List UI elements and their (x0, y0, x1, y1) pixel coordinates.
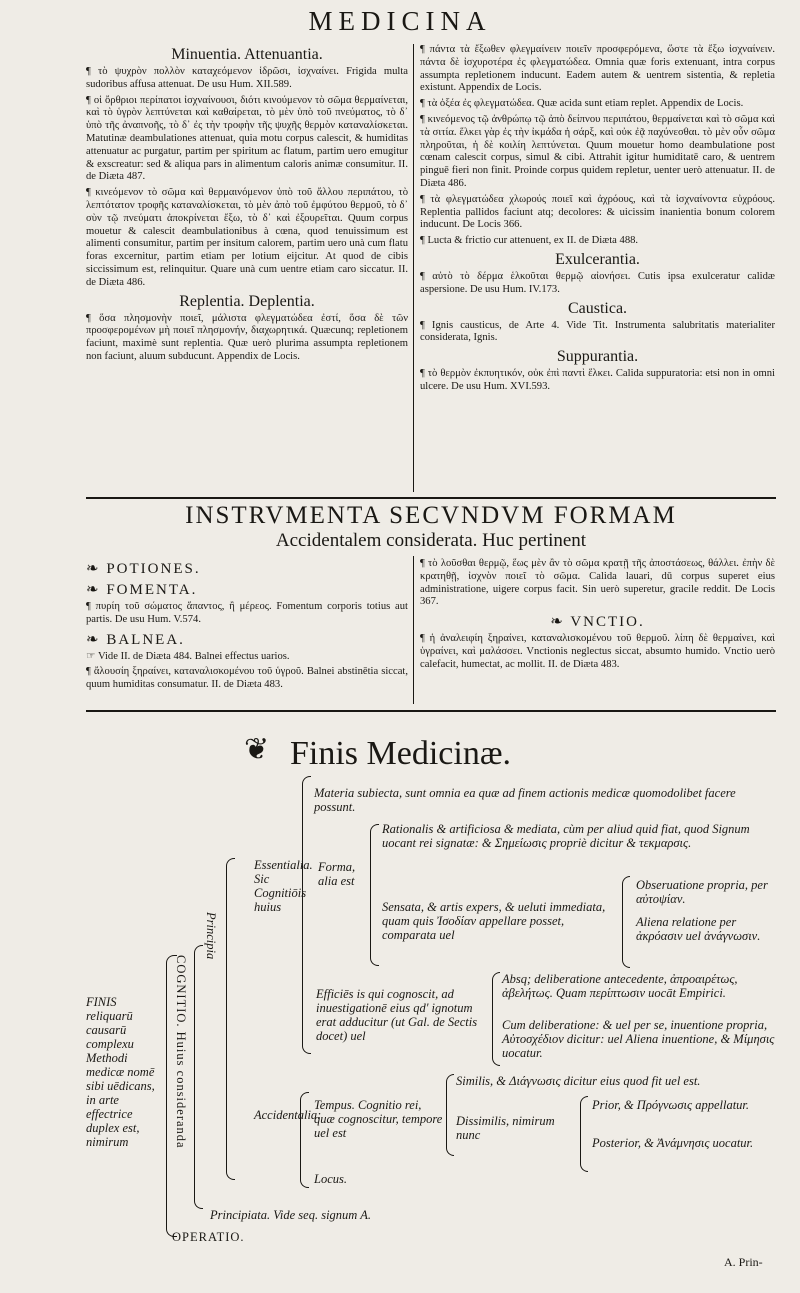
brace (446, 1074, 454, 1156)
posterior-label: Posterior, & Ἀνάμνησις uocatur. (592, 1136, 754, 1150)
fleuron-icon: ❧ (86, 561, 107, 577)
efficiens-label: Efficiēs is qui cognoscit, ad inuestigationē eius qd' ignotum erat adducitur (ut Gal. de Sectis docet) uel (316, 987, 478, 1043)
prior-label: Prior, & Πρόγνωσις appellatur. (592, 1098, 750, 1112)
root-label: FINIS reliquarū causarū complexu Methodi medicæ nomē sibi uēdicans, in arte effectrice duplex est, nimirum (86, 995, 155, 1149)
similis-label: Similis, & Διάγνωσις dicitur eius quod fit uel est. (456, 1074, 701, 1088)
sensata-label: Sensata, & artis expers, & ueluti immediata, quam quis Ἰσοδίαν appellare posset, comparata uel (382, 900, 606, 942)
accidentalia-label: Accidentalia: (254, 1108, 322, 1122)
fleuron-icon: ❧ (550, 614, 571, 631)
section-heading: ❧ BALNEA. (86, 631, 185, 648)
cum-label: Cum deliberatione: & uel per se, inuentione propria, Αὐτοσχέδιον dicitur: uel Aliena inuentione, & Μίμησις uocatur. (502, 1018, 775, 1060)
section-heading: Caustica. (567, 299, 628, 317)
principia-label: Principia (204, 912, 218, 960)
paragraph: ☞ Vide II. de Diæta 484. Balnei effectus uarios. (86, 650, 290, 662)
paragraph: ¶ Lucta & frictio cur attenuent, ex II. de Diæta 488. (420, 235, 639, 247)
dissimilis-label: Dissimilis, nimirum nunc (456, 1114, 555, 1142)
paragraph: ¶ πάντα τὰ ἔξωθεν φλεγμαίνειν ποιεῖν προσφερόμενα, ὥστε τὰ ἔξω ἰσχναίνειν. πάντα δὲ ἰσχυροτέρα ἐς φλεγματώδεα. Omnia quæ foris extenuant, intra corpus assumpta repletionem inducunt. Eadem autem & uentrem sistentia, & repletia existunt. Appendix de Locis. (420, 44, 775, 94)
fleuron-icon: ❧ (86, 582, 107, 598)
brace (300, 1092, 309, 1188)
section-heading: ❧ POTIONES. (86, 561, 201, 577)
brace (492, 972, 500, 1066)
running-head: MEDICINA (308, 6, 492, 36)
paragraph: ¶ ἄλουσίη ξηραίνει, καταναλισκομένου τοῦ ὑγροῦ. Balnei abstinētia siccat, quum humiditas consumatur. II. de Diæta 483. (86, 666, 408, 691)
lower-column-divider (413, 556, 414, 704)
horizontal-rule (86, 710, 776, 712)
hand-pointer-icon: ☞ (86, 650, 98, 662)
principiata-label: Principiata. Vide seq. signum A. (210, 1208, 371, 1222)
paragraph: ¶ οἱ ὄρθριοι περίπατοι ἰσχναίνουσι, διότι κινούμενον τὸ σῶμα θερμαίνεται, καὶ τὸ ὑγρὸν λεπτύνεται καὶ καθαίρεται, τὸ μὲν ὑπὸ τοῦ πνεύματος, τὸ δ᾿ ὑπὸ τῆς ἀναπνοῆς, τὸ δ᾿ ἐς τὴν τροφὴν τῆς ψυχῆς θερμὸν καταναλίσκεται. Matutinæ deambulationes attenuat, quia motu corpus calescit, & humiditas attenuatur ac purgatur, partim per spiritum ac flatum, partim uero emugitur & exscreatur: sed & aliqua pars in alimentum caloris animæ consumitur. II. de Diæta 487. (86, 94, 408, 183)
paragraph: ¶ ὅσα πλησμονὴν ποιεῖ, μάλιστα φλεγματώδεα ἐστί, ὅσα δὲ τῶν προσφερομένων μὴ ποιεῖ πλησμονήν, διαχωρητικά. Quæcunq; repletionem faciunt, maximè sunt replentia. Quæ uerò plurima assumpta repletionem non faciunt, aluum subducunt. Appendix de Locis. (86, 312, 408, 362)
paragraph: ¶ τὰ φλεγματώδεα χλωρούς ποιεῖ καὶ ἀχρόους, καὶ τὰ ἰσχναίνοντα εὐχρόους. Replentia pallidos faciunt atq; decolores: & uicissim inanientia bonum colorem inducunt. De Locis 366. (420, 193, 775, 231)
horizontal-rule (86, 497, 776, 499)
brace (194, 945, 203, 1209)
rationalis-label: Rationalis & artificiosa & mediata, cùm per aliud quid fiat, quod Signum uocant rei signatæ: & Σημείωσις propriè dicitur & τεκμαρσις. (382, 822, 750, 850)
obseruatione-label: Obseruatione propria, per αὐτοψίαν. (636, 878, 768, 906)
brace (580, 1096, 588, 1172)
paragraph: ¶ ἡ ἀναλειφίη ξηραίνει, καταναλισκομένου τοῦ θερμοῦ. λίπη δὲ θερμαίνει, καὶ ὑγραίνει, καὶ μαλάσσει. Vnctionis neglectus siccat, absumto humido. Vnctio uerò calefacit, humectat, ac mollit. II. de Diæta 483. (420, 633, 775, 670)
paragraph: ¶ Ignis causticus, de Arte 4. Vide Tit. Instrumenta salubritatis materialiter considerata, Ignis. (420, 319, 775, 344)
brace (226, 858, 235, 1180)
paragraph: ¶ αὐτὸ τὸ δέρμα ἑλκοῦται θερμῷ αἰονήσει. Cutis ipsa exulceratur calidæ aspersione. De usu Hum. IV.173. (420, 270, 775, 295)
paragraph: ¶ πυρίη τοῦ σώματος ἅπαντος, ἢ μέρεος. Fomentum corporis totius aut partis. De usu Hum. V.574. (86, 601, 408, 625)
essentialia-label: Essentialia. Sic Cognitiōis huius (254, 858, 313, 914)
section-heading: Minuentia. Attenuantia. (171, 46, 323, 63)
right-column (420, 44, 775, 397)
column-divider (413, 44, 414, 492)
cognitio-label: COGNITIO. Huius consideranda (174, 955, 188, 1149)
paragraph: ¶ κινεόμενον τὸ σῶμα καὶ θερμαινόμενον ὑπὸ τοῦ ἄλλου περιπάτου, τὸ λεπτότατον τροφῆς καταναλίσκεται, τὸ μὲν ἀπὸ τοῦ ἐμφύτου θερμοῦ, τὸ δ᾿ σὺν τῷ πνεύματι ἀποκρίνεται ἔξω, τὸ δ᾿ καὶ ἐξουρεῖται. Quum corpus mouetur & calescit deambulationibus à cœna, quod tenuissimum est alimenti consumitur, partim per insitum calorem, partim uero unà cum flatu foras excernitur, partim etiam per lotium eijcitur. At quod de cibis siccissimum est, relinquitur. Quare unà cum uentre etiam caro siccatur. II. de Diæta 486. (86, 187, 408, 288)
paragraph: ¶ τὰ ὀξέα ἐς φλεγματώδεα. Quæ acida sunt etiam replet. Appendix de Locis. (420, 98, 744, 110)
materia-label: Materia subiecta, sunt omnia ea quæ ad finem actionis medicæ quomodolibet facere possunt. (314, 786, 736, 814)
locus-label: Locus. (314, 1172, 347, 1186)
section-heading: ❧ FOMENTA. (86, 582, 198, 598)
paragraph: ¶ τὸ ψυχρὸν πολλὸν καταχεόμενον ἱδρῶσι, ἰσχναίνει. Frigida multa sudoribus affusa attenuat. De usu Hum. XII.589. (86, 66, 408, 90)
operatio-label: OPERATIO. (172, 1230, 245, 1244)
section-heading: Replentia. Deplentia. (179, 292, 315, 310)
brace (622, 876, 630, 968)
left-column (86, 44, 408, 367)
paragraph: ¶ κινεόμενος τῷ ἀνθρώπῳ τῷ ἀπὸ δείπνου περιπάτου, θερμαίνεται καὶ τὸ σῶμα καὶ τὰ σιτία. ἕλκει γὰρ ἐς τὴν ἰκμάδα ἡ σάρξ, καὶ οὐκ ἐᾷ παχύνεσθαι. τὸ μὲν οὖν σῶμα πληροῦται, ἡ δὲ κοιλίη λεπτύνεται. Quum mouetur homo deambulatione post cœnam calescit corpus, simul & cibi. Attrahit igitur humiditatē caro, & uentrem pinguē fieri non finit. Proinde corpus quidem repletur, uenter uerò attenuatur. II. de Diæta 486. (420, 113, 775, 189)
finis-title: Finis Medicinæ. (290, 735, 512, 772)
section-heading: ❧ VNCTIO. (550, 614, 645, 631)
lower-right-column (420, 558, 775, 675)
brace (370, 824, 379, 966)
lower-left-column (86, 558, 408, 695)
fleuron-icon: ❧ (86, 631, 107, 648)
aliena-label: Aliena relatione per ἀκρόασιν uel ἀνάγνωσιν. (636, 915, 761, 943)
brace (302, 776, 311, 1054)
section-heading: Suppurantia. (556, 348, 639, 366)
catchword: A. Prin- (724, 1255, 763, 1269)
section-subtitle: Accidentalem considerata. Huc pertinent (275, 530, 587, 551)
section-heading: Exulcerantia. (555, 250, 640, 268)
leaf-ornament-icon: ❦ (244, 733, 270, 766)
paragraph: ¶ τὸ λοῦσθαι θερμῷ, ἕως μὲν ἂν τὸ σῶμα κρατῇ τῆς ἀποστάσεως, θάλλει. ἐπὴν δὲ κρατηθῇ, ἰσχνὸν ποιεῖ τὸ σῶμα. Calida lauari, dū corpus superet eius administratione, uigere corpus facit. Sin uerò superetur, gracile reddit. De Locis 367. (420, 558, 775, 608)
absque-label: Absq; deliberatione antecedente, ἀπροαιρέτως, ἀβελήτως. Quam περίπτωσιν uocāt Empirici. (502, 972, 738, 1000)
section-title: INSTRVMENTA SECVNDVM FORMAM (185, 502, 677, 529)
tempus-label: Tempus. Cognitio rei, quæ cognoscitur, tempore uel est (314, 1098, 443, 1140)
paragraph: ¶ τὸ θερμὸν ἐκπυητικόν, οὐκ ἐπὶ παντὶ ἕλκει. Calida suppuratoria: etsi non in omni ulcere. De usu Hum. XVI.593. (420, 368, 775, 392)
forma-label: Forma, alia est (318, 860, 356, 888)
